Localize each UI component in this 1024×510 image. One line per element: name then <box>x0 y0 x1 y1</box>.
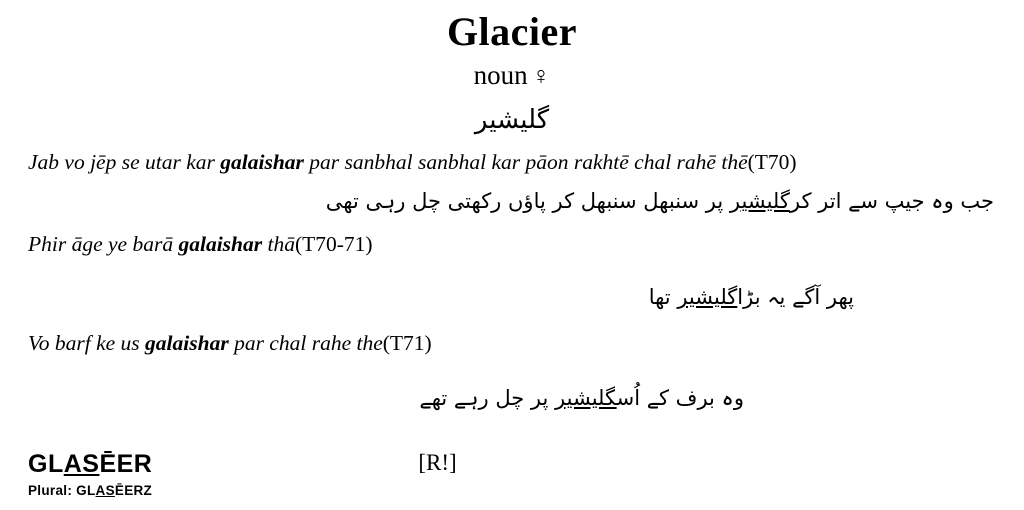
register-tag: [R!] <box>418 450 457 475</box>
plural-label: Plural: <box>28 483 77 498</box>
example-roman-suffix: par chal rahe the <box>228 330 383 355</box>
example-roman-keyword: galaishar <box>178 232 263 257</box>
example-urdu-keyword: گلیشیر <box>677 285 738 310</box>
gender-symbol: ♀ <box>531 63 551 90</box>
part-of-speech: noun <box>473 60 528 90</box>
romanization-underlined: AS <box>63 450 100 478</box>
example-urdu-after: تھا <box>648 285 671 310</box>
example-roman-prefix: Vo barf ke us <box>28 330 146 355</box>
urdu-headword: گلیشیر <box>474 104 550 135</box>
example-roman-line <box>0 329 1024 358</box>
entry-footer <box>28 450 996 498</box>
example-citation: (T70) <box>747 149 797 174</box>
romanization-headword <box>28 450 152 479</box>
plural-post: ĒERZ <box>114 483 153 498</box>
page-title: Glacier <box>446 9 578 54</box>
example-block <box>0 148 1024 219</box>
example-block <box>0 230 1024 315</box>
example-citation: (T70-71) <box>294 232 373 257</box>
example-urdu-line <box>0 382 1024 416</box>
example-roman-suffix: par sanbhal sanbhal kar pāon rakhtē chal rahē thē <box>303 149 748 174</box>
example-urdu-before: وہ برف کے اُس <box>616 385 744 410</box>
example-urdu-after: پر سنبھل سنبھل کر پاؤں رکھتی چل رہی تھی <box>325 188 724 213</box>
example-roman-keyword: galaishar <box>220 149 304 174</box>
example-citation: (T71) <box>382 330 432 355</box>
romanization-post: ĒER <box>99 450 153 478</box>
example-roman-prefix: Phir āge ye barā <box>28 232 179 257</box>
example-roman-line <box>0 148 1024 177</box>
example-urdu-keyword: گلیشیر <box>555 385 617 410</box>
romanization-pre: GL <box>28 450 64 478</box>
example-urdu-after: پر چل رہے تھے <box>419 385 549 410</box>
example-roman-keyword: galaishar <box>145 330 229 355</box>
plural-underlined: AS <box>95 483 115 498</box>
example-roman-prefix: Jab vo jēp se utar kar <box>28 149 221 174</box>
dictionary-entry-page <box>0 10 1024 510</box>
example-urdu-keyword: گلیشیر <box>729 188 790 213</box>
example-urdu-line <box>0 281 1024 315</box>
example-urdu-before: پھر آگے یہ بڑا <box>737 285 854 310</box>
example-urdu-before: جب وہ جیپ سے اتر کر <box>789 188 994 213</box>
example-block <box>0 329 1024 416</box>
plural-pre: GL <box>76 483 96 498</box>
plural-form <box>28 483 996 498</box>
example-roman-line <box>0 230 1024 259</box>
footer-row <box>28 450 996 479</box>
example-urdu-line <box>0 185 1024 219</box>
example-roman-suffix: thā <box>262 232 295 257</box>
part-of-speech-line <box>0 60 1024 92</box>
